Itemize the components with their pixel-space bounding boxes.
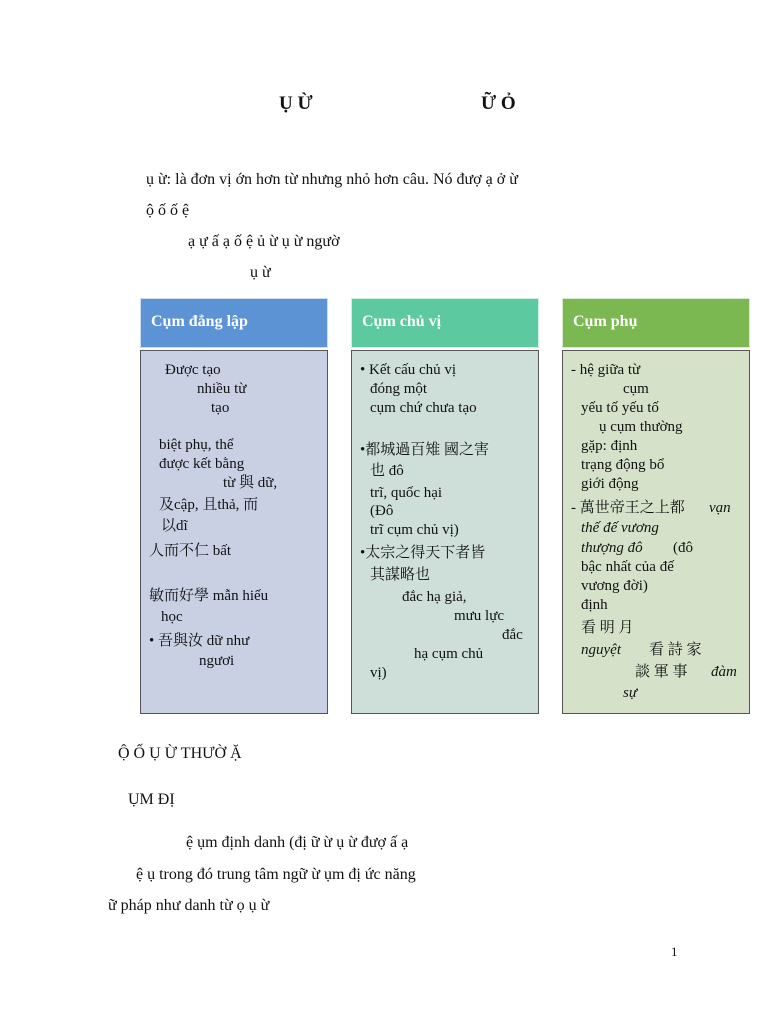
box-dang-lap-body <box>140 350 328 714</box>
box-line: trĩ cụm chủ vị) <box>370 522 459 538</box>
para-line-2: ệ ụ trong đó trung tâm ngữ ừ ụm đị ức năng <box>136 866 416 883</box>
box-line: sự <box>623 685 638 701</box>
box-line: nhiều từ <box>197 381 247 397</box>
box-line: 也 đô <box>370 463 404 479</box>
box-chinh-phu-header: Cụm phụ <box>562 298 750 348</box>
box-line: vị) <box>370 665 387 681</box>
box-line: thế đế vương <box>581 520 659 536</box>
box-line: • 吾與汝 dữ như <box>149 633 250 649</box>
box-line: tạo <box>211 400 230 416</box>
box-line: từ 與 dữ, <box>223 475 278 491</box>
box-line: vạn <box>709 500 731 516</box>
intro-line-2: ộ ố ố ệ <box>146 202 190 219</box>
box-line: gặp: định <box>581 438 638 454</box>
box-line: •太宗之得天下者皆 <box>360 545 486 561</box>
para-line-1: ệ ụm định danh (đị ữ ừ ụ ừ đượ ấ ạ <box>186 834 409 851</box>
box-line: trĩ, quốc hại <box>370 485 443 501</box>
box-line: 以dĩ <box>161 518 188 534</box>
box-line: (Đô <box>370 503 394 519</box>
box-line: 人而不仁 bất <box>149 543 232 559</box>
box-line: • Kết cấu chủ vị <box>360 362 457 378</box>
box-line: hạ cụm chủ <box>414 646 484 662</box>
box-line: 看 明 月 <box>581 620 634 636</box>
box-line: đắc <box>502 627 523 643</box>
title-left: Ụ Ừ <box>279 93 313 114</box>
box-line: thượng đô <box>581 540 643 556</box>
box-line: yếu tố yếu tố <box>581 400 659 416</box>
box-line: Được tạo <box>165 362 221 378</box>
box-line: nguyệt <box>581 642 621 658</box>
box-line: ngươi <box>199 653 235 669</box>
box-line: đắc hạ giả, <box>402 589 467 605</box>
box-line: vương đời) <box>581 578 648 594</box>
box-line: •都城過百雉 國之害 <box>360 442 490 458</box>
box-line: 敏而好學 mẫn hiếu <box>149 588 269 604</box>
title-right: Ữ Ỏ <box>481 93 516 114</box>
intro-line-3: ạ ự ấ ạ ố ệ ủ ừ ụ ừ ngườ <box>188 233 340 250</box>
box-line: đóng một <box>370 381 428 397</box>
box-line: đàm <box>711 664 737 680</box>
box-line: mưu lực <box>454 608 505 624</box>
box-line: giới động <box>581 476 639 492</box>
box-line: 其謀略也 <box>370 567 431 583</box>
section-heading: Ộ Ố Ụ Ừ THƯỜ Ặ <box>118 745 242 762</box>
para-line-3: ữ pháp như danh từ ọ ụ ừ <box>108 897 270 914</box>
box-chu-vi-body <box>351 350 539 714</box>
box-chu-vi-header: Cụm chủ vị <box>351 298 539 348</box>
box-line: (đô <box>673 540 693 556</box>
box-line: học <box>161 609 183 625</box>
box-line: 談 軍 事 <box>635 664 688 680</box>
box-line: được kết bằng <box>159 456 245 472</box>
box-line: - hệ giữa từ <box>571 362 641 378</box>
intro-line-1: ụ ừ: là đơn vị ớn hơn từ nhưng nhỏ hơn câu. Nó đượ ạ ở ừ <box>146 171 518 188</box>
box-line: bậc nhất của đế <box>581 559 674 575</box>
sub-heading: ỤM ĐỊ <box>128 791 175 808</box>
box-chinh-phu-body <box>562 350 750 714</box>
box-line: biệt phụ, thể <box>159 437 234 453</box>
page-number: 1 <box>671 944 678 959</box>
intro-line-4: ụ ừ <box>250 264 271 281</box>
box-dang-lap-header: Cụm đẳng lập <box>140 298 328 348</box>
box-line: cụm chứ chưa tạo <box>370 400 477 416</box>
box-line: định <box>581 597 608 613</box>
box-line: cụm <box>623 381 649 397</box>
box-line: 看 詩 家 <box>649 642 702 658</box>
box-line: trạng động bổ <box>581 457 665 473</box>
box-line: ụ cụm thường <box>599 419 683 435</box>
box-line: 及cập, 且thả, 而 <box>159 497 259 513</box>
box-line: - 萬世帝王之上都 <box>571 500 685 516</box>
